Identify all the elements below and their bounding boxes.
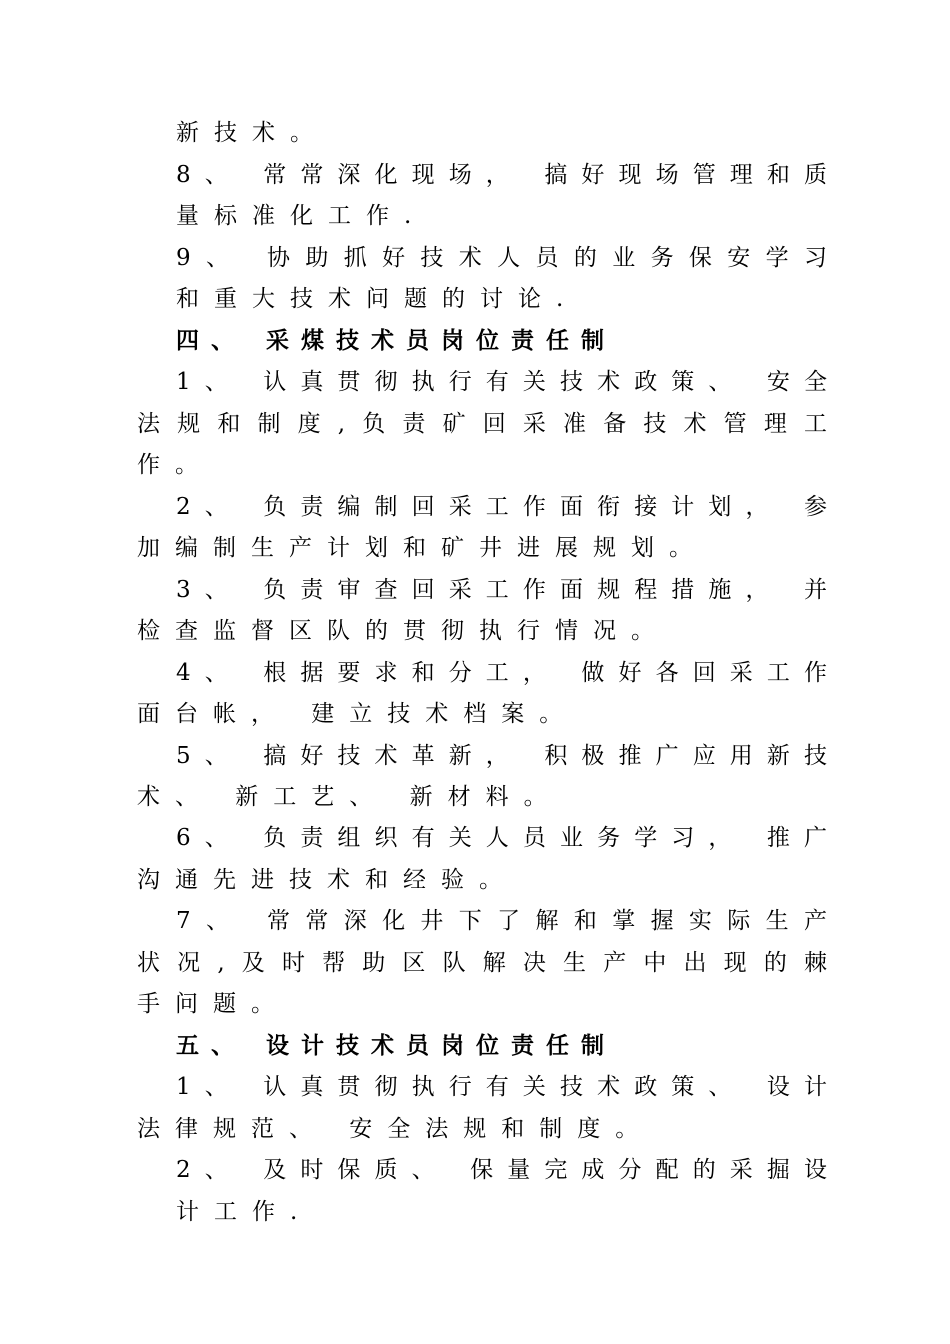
text-line: 5、 搞好技术革新， 积极推广应用新技: [176, 743, 827, 769]
text-line: 法规和制度,负责矿回采准备技术管理工: [137, 411, 827, 437]
text-line: 2、 负责编制回采工作面衔接计划， 参: [176, 494, 827, 520]
text-line: 计工作.: [176, 1199, 313, 1225]
text-line: 术、 新工艺、 新材料。: [137, 784, 562, 810]
text-line: 作。: [137, 452, 213, 478]
text-line: 和重大技术问题的讨论.: [176, 286, 579, 312]
text-line: 手问题。: [137, 991, 289, 1017]
text-line: 7、 常常深化井下了解和掌握实际生产: [176, 908, 827, 934]
text-line: 1、 认真贯彻执行有关技术政策、 设计: [176, 1074, 827, 1100]
text-line: 6、 负责组织有关人员业务学习， 推广: [176, 825, 827, 851]
text-line: 加编制生产计划和矿井进展规划。: [137, 535, 707, 561]
text-line: 2、 及时保质、 保量完成分配的采掘设: [176, 1157, 827, 1183]
text-line: 8、 常常深化现场， 搞好现场管理和质: [176, 162, 827, 188]
text-line: 法律规范、 安全法规和制度。: [137, 1116, 654, 1142]
text-line: 沟通先进技术和经验。: [137, 867, 517, 893]
text-line: 9、 协助抓好技术人员的业务保安学习: [176, 245, 827, 271]
text-line: 1、 认真贯彻执行有关技术政策、 安全: [176, 369, 827, 395]
section-heading: 四、 采煤技术员岗位责任制: [176, 327, 617, 354]
section-heading: 五、 设计技术员岗位责任制: [176, 1032, 617, 1059]
text-line: 新技术。: [176, 120, 328, 146]
text-line: 状况,及时帮助区队解决生产中出现的棘: [137, 950, 827, 976]
text-line: 面台帐， 建立技术档案。: [137, 701, 578, 727]
text-line: 3、 负责审查回采工作面规程措施， 并: [176, 577, 827, 603]
text-line: 检查监督区队的贯彻执行情况。: [137, 618, 669, 644]
text-line: 4、 根据要求和分工， 做好各回采工作: [176, 660, 827, 686]
text-line: 量标准化工作.: [176, 203, 427, 229]
